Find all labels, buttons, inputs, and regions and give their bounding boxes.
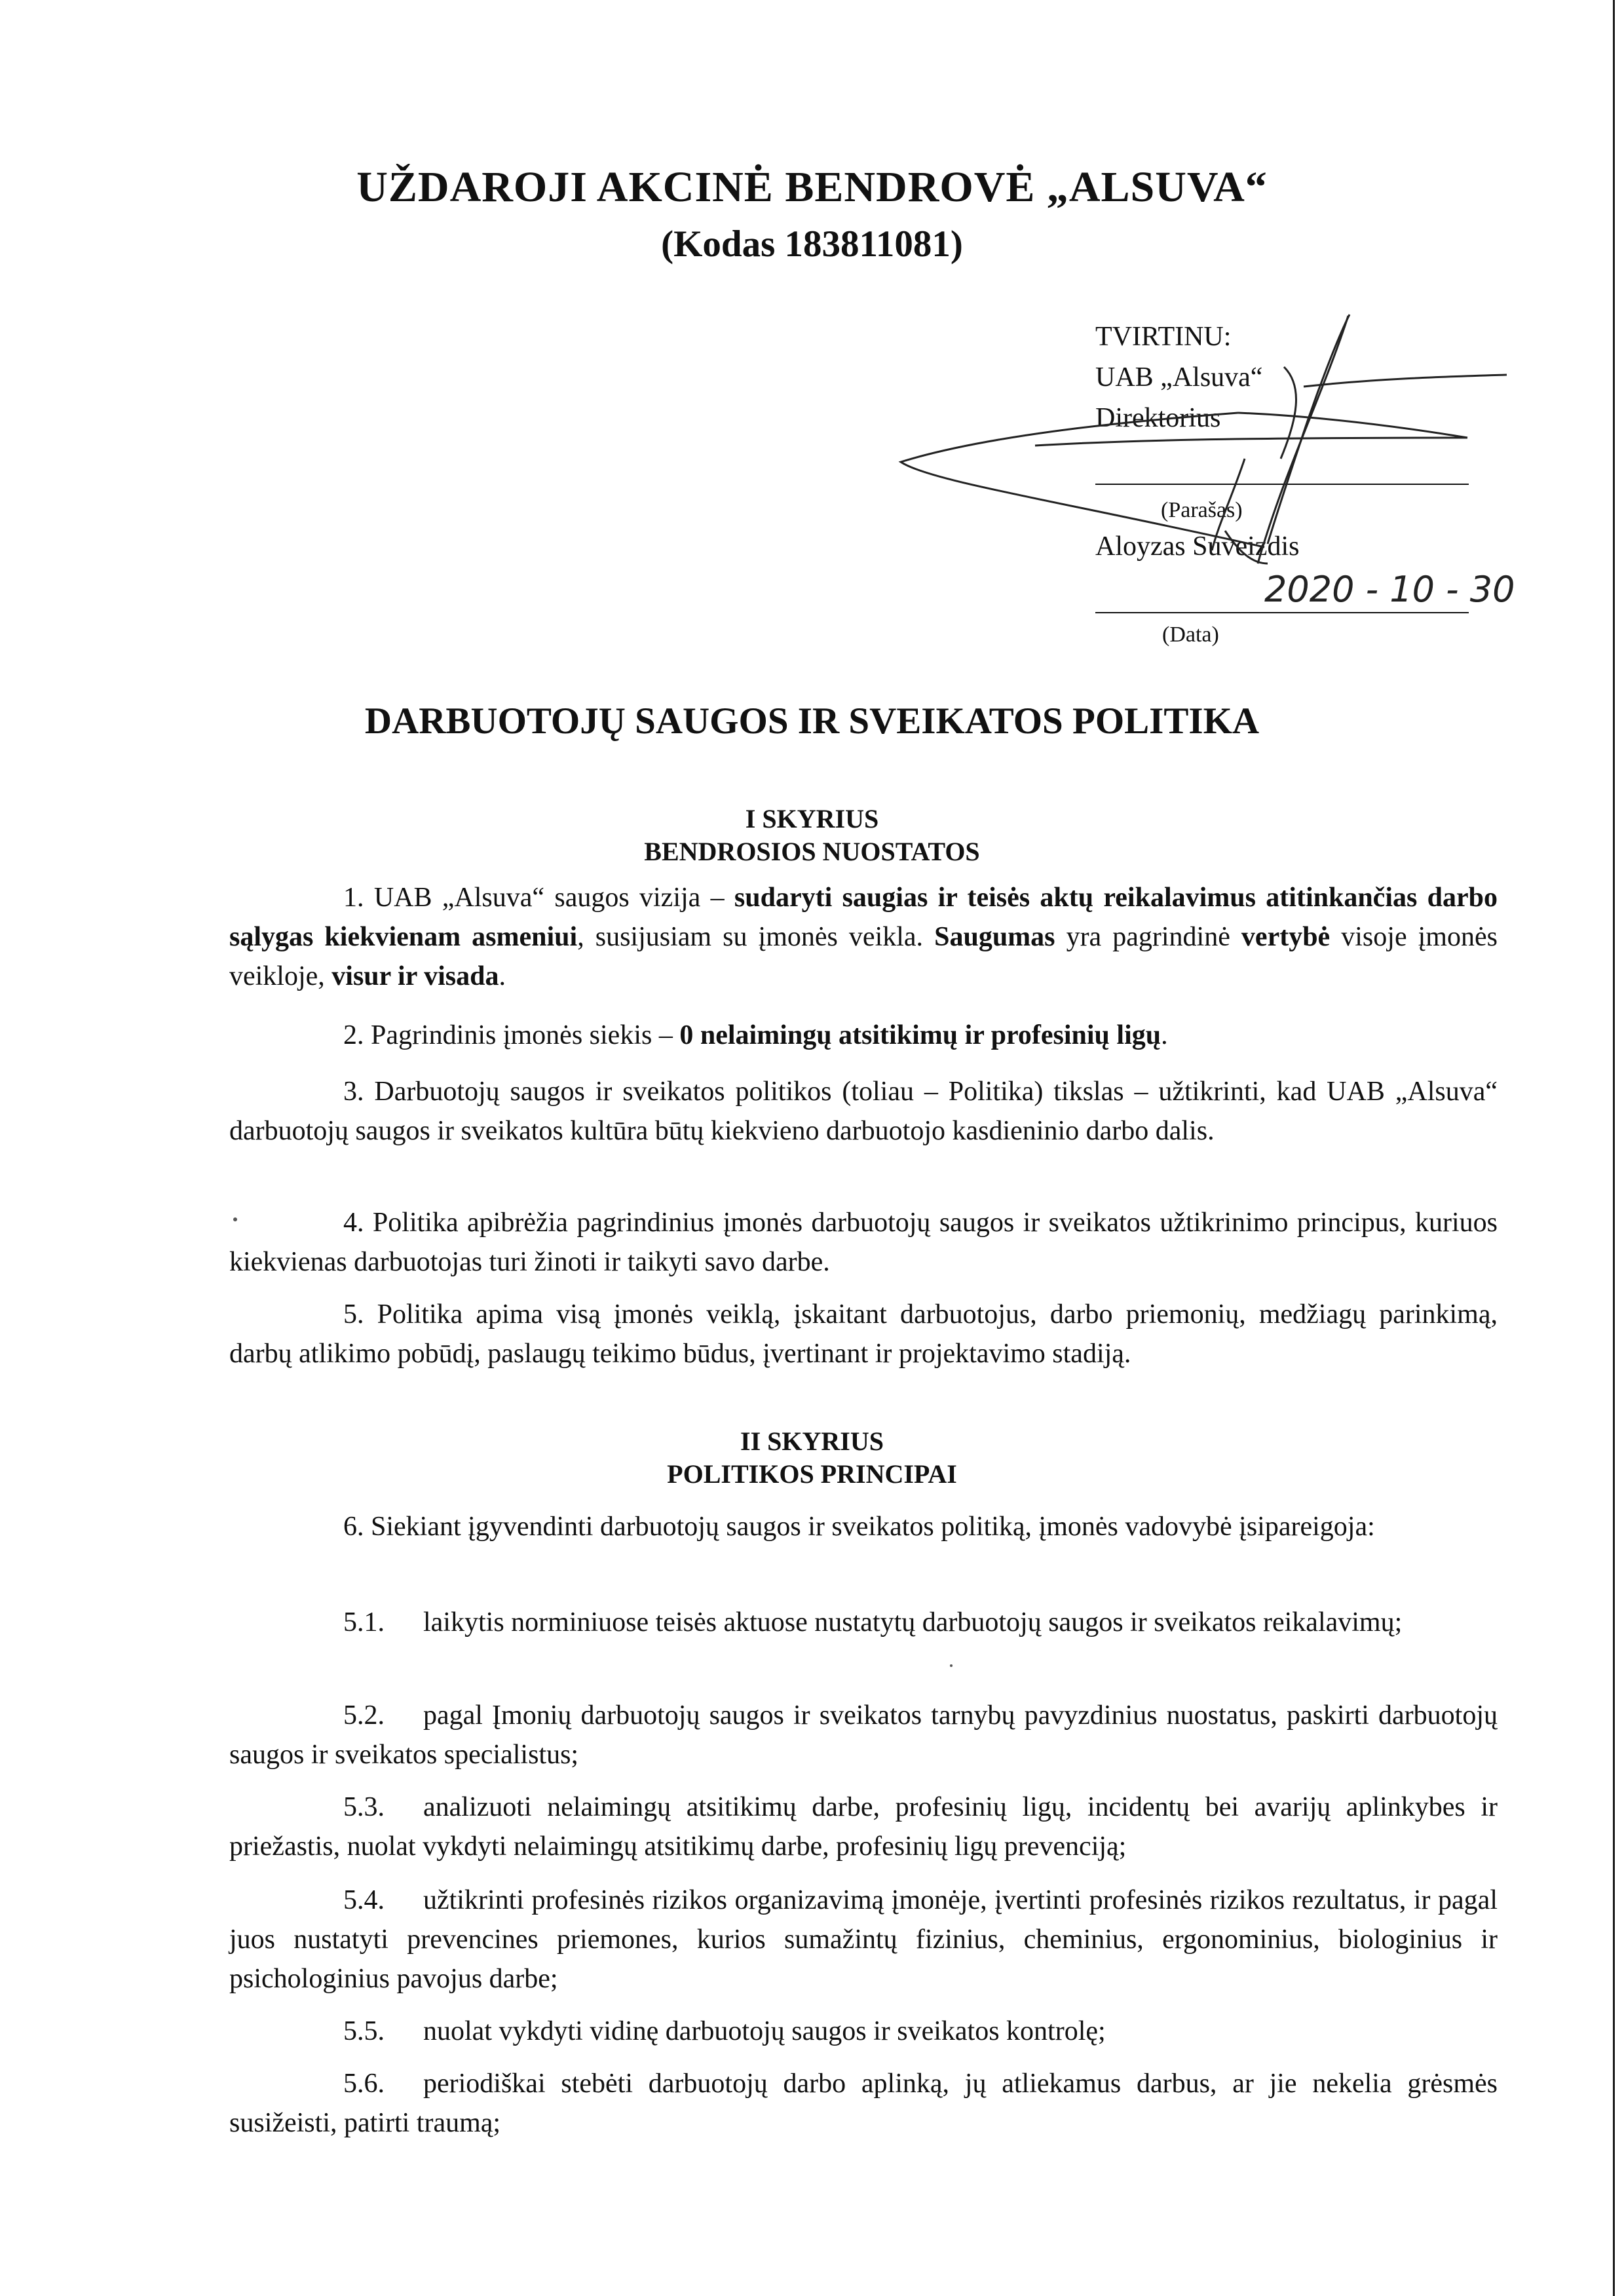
- section-2-title: POLITIKOS PRINCIPAI: [667, 1459, 957, 1489]
- list-item: [229, 2064, 1498, 2143]
- approval-position: Direktorius: [1095, 403, 1221, 433]
- list-item: [229, 1603, 1498, 1642]
- paragraph-4: [229, 1203, 1498, 1282]
- paragraph-number: 4.: [343, 1208, 364, 1238]
- paragraph-text: .: [499, 961, 506, 991]
- document-title: DARBUOTOJŲ SAUGOS IR SVEIKATOS POLITIKA: [364, 700, 1260, 742]
- scan-speck: [950, 1664, 953, 1667]
- date-line: [1095, 612, 1469, 613]
- scan-edge: [1613, 0, 1615, 2296]
- paragraph-text: , susijusiam su įmonės veikla.: [577, 922, 935, 952]
- company-code: (Kodas 183811081): [661, 223, 963, 265]
- paragraph-number: 1.: [343, 883, 364, 913]
- list-item-number: 5.3.: [343, 1792, 385, 1822]
- approval-label: TVIRTINU:: [1095, 322, 1232, 352]
- list-item-text: užtikrinti profesinės rizikos organizavimą įmonėje, įvertinti profesinės rizikos rezultatus, ir pagal juos nustatyti prevencines priemones, kurios sumažintų fizinius, cheminius, ergonominius, biologinius ir psichologinius pavojus darbe;: [229, 1885, 1498, 1994]
- paragraph-2: [229, 1016, 1498, 1055]
- approval-company: UAB „Alsuva“: [1095, 362, 1263, 392]
- paragraph-text: Politika apima visą įmonės veiklą, įskaitant darbuotojus, darbo priemonių, medžiagų parinkimą, darbų atlikimo pobūdį, paslaugų teikimo būdus, įvertinant ir projektavimo stadiją.: [229, 1299, 1498, 1369]
- paragraph-number: 3.: [343, 1077, 364, 1107]
- scan-speck: [233, 1217, 237, 1221]
- list-item-text: analizuoti nelaimingų atsitikimų darbe, profesinių ligų, incidentų bei avarijų aplinkybes ir priežastis, nuolat vykdyti nelaimingų atsitikimų darbe, profesinių ligų prevenciją;: [229, 1792, 1498, 1862]
- paragraph-1: [229, 878, 1498, 996]
- paragraph-bold: vertybė: [1241, 922, 1331, 952]
- paragraph-number: 2.: [343, 1020, 364, 1050]
- date-label: (Data): [1162, 622, 1219, 647]
- list-item-number: 5.4.: [343, 1885, 385, 1915]
- paragraph-text: Darbuotojų saugos ir sveikatos politikos (toliau – Politika) tikslas – užtikrinti, kad UAB „Alsuva“ darbuotojų saugos ir sveikatos kultūra būtų kiekvieno darbuotojo kasdieninio darbo dalis.: [229, 1077, 1498, 1146]
- list-item-text: laikytis norminiuose teisės aktuose nustatytų darbuotojų saugos ir sveikatos reikalavimų;: [423, 1607, 1403, 1637]
- paragraph-number: 5.: [343, 1299, 364, 1330]
- paragraph-bold: sudaryti saugias ir teisės aktų reikalavimus atitinkančias darbo sąlygas kiekvienam asmeniui: [229, 883, 1498, 952]
- approval-name: Aloyzas Suveizdis: [1095, 531, 1300, 562]
- paragraph-bold: visur ir visada: [331, 961, 499, 991]
- paragraph-text: UAB „Alsuva“ saugos vizija –: [373, 883, 734, 913]
- paragraph-text: Politika apibrėžia pagrindinius įmonės darbuotojų saugos ir sveikatos užtikrinimo principus, kuriuos kiekvienas darbuotojas turi žinoti ir taikyti savo darbe.: [229, 1208, 1498, 1277]
- paragraph-text: Siekiant įgyvendinti darbuotojų saugos ir sveikatos politiką, įmonės vadovybė įsipareigoja:: [371, 1512, 1375, 1542]
- list-item-number: 5.1.: [343, 1607, 385, 1637]
- handwritten-date: 2020 - 10 - 30: [1264, 569, 1515, 610]
- list-item: [229, 1788, 1498, 1866]
- paragraph-text: Pagrindinis įmonės siekis –: [371, 1020, 680, 1050]
- section-1-title: BENDROSIOS NUOSTATOS: [644, 837, 980, 866]
- section-2-number: II SKYRIUS: [740, 1426, 884, 1456]
- handwritten-signature: [0, 0, 1624, 655]
- list-item-text: pagal Įmonių darbuotojų saugos ir sveikatos tarnybų pavyzdinius nuostatus, paskirti darbuotojų saugos ir sveikatos specialistus;: [229, 1700, 1498, 1770]
- paragraph-text: .: [1161, 1020, 1168, 1050]
- paragraph-bold: 0 nelaimingų atsitikimų ir profesinių ligų: [679, 1020, 1161, 1050]
- company-title: UŽDAROJI AKCINĖ BENDROVĖ „ALSUVA“: [356, 163, 1268, 211]
- paragraph-text: yra pagrindinė: [1055, 922, 1241, 952]
- signature-label: (Parašas): [1161, 498, 1243, 522]
- list-item: [229, 1881, 1498, 1999]
- list-item-number: 5.5.: [343, 2016, 385, 2046]
- paragraph-bold: Saugumas: [934, 922, 1055, 952]
- paragraph-number: 6.: [343, 1512, 364, 1542]
- list-item-text: nuolat vykdyti vidinę darbuotojų saugos ir sveikatos kontrolę;: [423, 2016, 1106, 2046]
- signature-line: [1095, 484, 1469, 485]
- list-item: [229, 1696, 1498, 1774]
- list-item-number: 5.2.: [343, 1700, 385, 1731]
- section-1-number: I SKYRIUS: [745, 804, 879, 833]
- paragraph-5: [229, 1295, 1498, 1373]
- list-item: [229, 2012, 1498, 2051]
- paragraph-text: visoje įmonės veikloje,: [229, 922, 1498, 991]
- paragraph-3: [229, 1072, 1498, 1151]
- paragraph-6: [229, 1507, 1498, 1546]
- list-item-number: 5.6.: [343, 2069, 385, 2099]
- list-item-text: periodiškai stebėti darbuotojų darbo aplinką, jų atliekamus darbus, ar jie nekelia grėsmės susižeisti, patirti traumą;: [229, 2069, 1498, 2138]
